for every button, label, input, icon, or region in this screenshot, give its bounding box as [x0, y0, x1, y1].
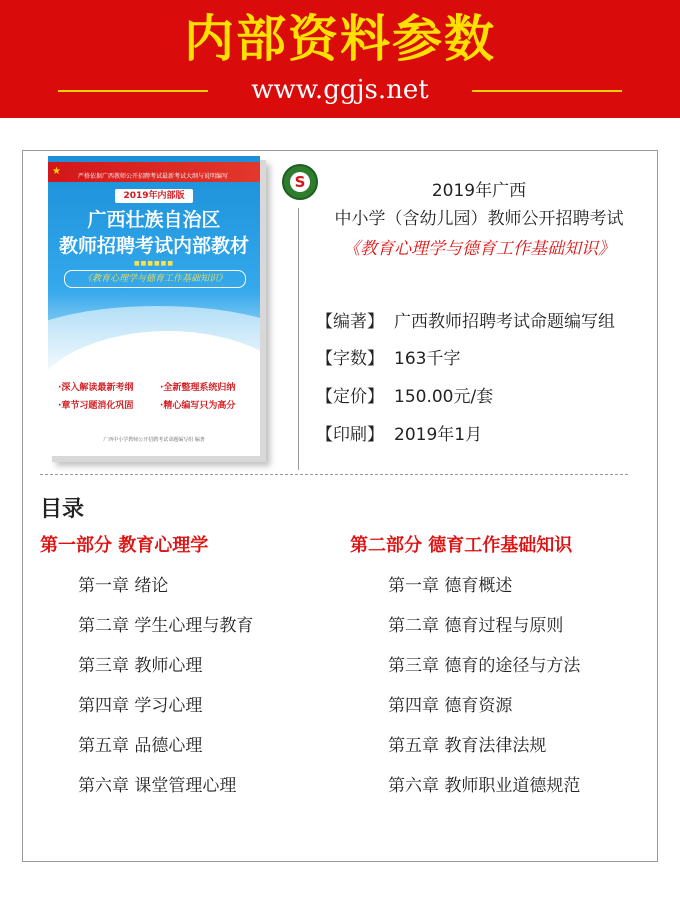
meta-label: 【编著】: [316, 312, 384, 332]
vertical-divider: [298, 208, 299, 470]
book-cover-image: [48, 156, 260, 456]
info-year-region: 2019年广西: [431, 181, 527, 201]
logo-mark: S: [294, 173, 306, 191]
toc-heading: 目录: [40, 497, 85, 522]
toc-chapter-item: 第一章 德育概述: [388, 576, 513, 596]
book-cover-red-bar: [48, 162, 260, 182]
toc-chapter-item: 第五章 教育法律法规: [388, 736, 547, 756]
meta-label: 【字数】: [316, 349, 384, 369]
banner-url[interactable]: www.ggjs.net: [251, 75, 429, 105]
book-cover-subtitle: 《教育心理学与德育工作基础知识》: [64, 270, 246, 288]
meta-row-price: [316, 386, 493, 408]
meta-value: 2019年1月: [394, 425, 483, 445]
header-banner: [0, 0, 680, 118]
section-separator: [40, 474, 628, 475]
toc-chapter-list-part1: [78, 572, 253, 812]
toc-part-title: 第一部分 教育心理学: [40, 535, 209, 556]
toc-chapter-item: 第六章 教师职业道德规范: [388, 776, 581, 796]
meta-row-author: [316, 311, 615, 333]
toc-chapter-item: 第六章 课堂管理心理: [78, 776, 237, 796]
book-cover-title-line1: 广西壮族自治区: [87, 209, 221, 231]
book-cover-top-line: 严格依据广西教师公开招聘考试最新考试大纲与说明编写: [78, 173, 229, 180]
toc-chapter-item: 第三章 德育的途径与方法: [388, 656, 581, 676]
meta-value: 广西教师招聘考试命题编写组: [394, 312, 615, 332]
toc-chapter-item: 第五章 品德心理: [78, 736, 203, 756]
toc-chapter-item: 第一章 绪论: [78, 576, 169, 596]
banner-title: 内部资料参数: [184, 10, 496, 68]
meta-value: 150.00元/套: [394, 387, 494, 407]
book-cover-dots: ■■■■■■: [133, 260, 174, 267]
toc-part-title: 第二部分 德育工作基础知识: [350, 535, 573, 556]
flag-stars-icon: ★: [52, 166, 61, 177]
toc-chapter-item: 第二章 德育过程与原则: [388, 616, 564, 636]
toc-chapter-item: 第四章 德育资源: [388, 696, 513, 716]
meta-row-print-date: [316, 424, 482, 446]
book-cover-title-line2: 教师招聘考试内部教材: [58, 235, 249, 257]
toc-chapter-list-part2: [388, 572, 580, 812]
book-cover-publisher: 广西中小学教师公开招聘考试命题编写组 编著: [103, 437, 205, 443]
meta-value: 163千字: [394, 349, 461, 369]
book-cover-feature: ·精心编写只为高分: [160, 401, 236, 411]
toc-chapter-item: 第三章 教师心理: [78, 656, 203, 676]
info-book-title: 《教育心理学与德育工作基础知识》: [343, 239, 615, 259]
toc-chapter-item: 第四章 学习心理: [78, 696, 203, 716]
book-cover-edition-tag: 2019年内部版: [115, 189, 193, 203]
meta-row-word-count: [316, 348, 460, 370]
info-exam-name: 中小学（含幼儿园）教师公开招聘考试: [334, 209, 624, 229]
meta-label: 【印刷】: [316, 425, 384, 445]
book-cover-feature: ·深入解读最新考纲: [58, 383, 134, 393]
meta-label: 【定价】: [316, 387, 384, 407]
book-cover-feature: ·全新整理系统归纳: [160, 383, 236, 393]
toc-chapter-item: 第二章 学生心理与教育: [78, 616, 254, 636]
book-cover-feature: ·章节习题消化巩固: [58, 401, 134, 411]
